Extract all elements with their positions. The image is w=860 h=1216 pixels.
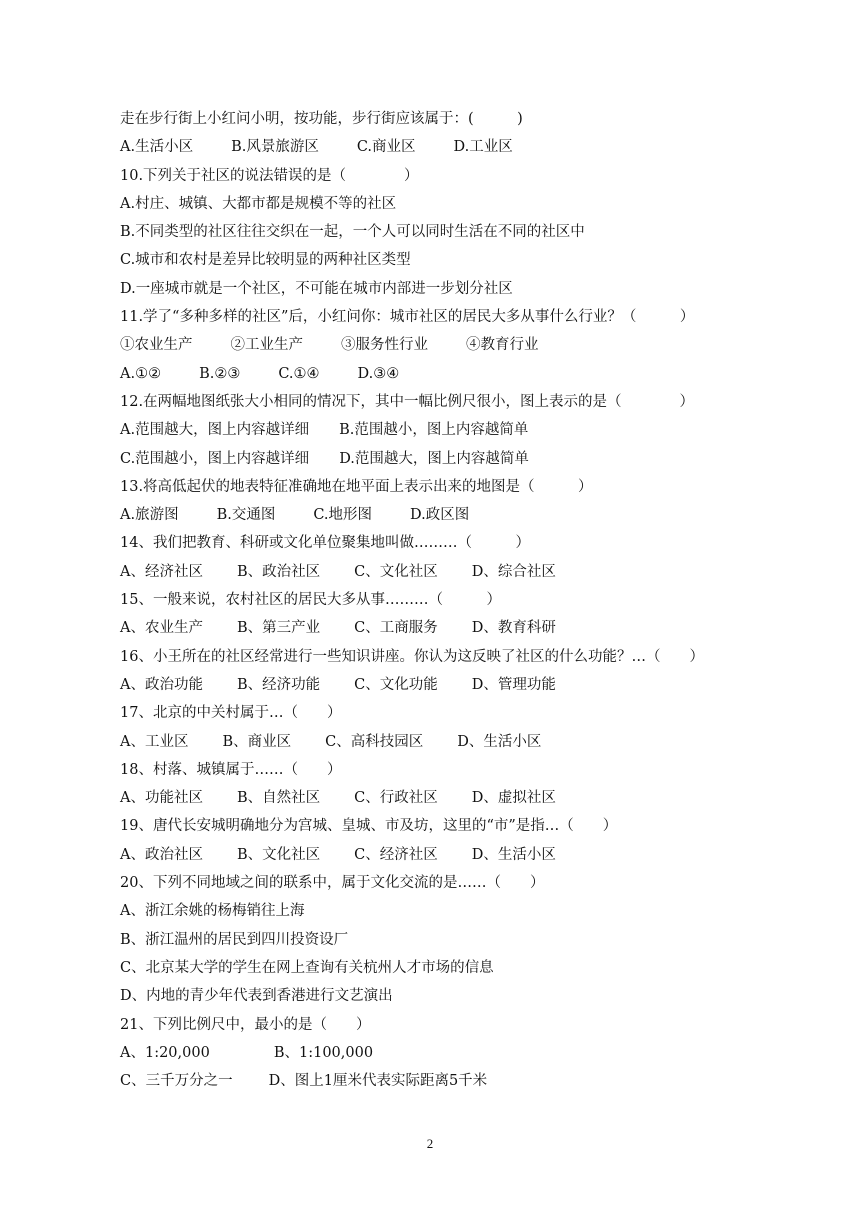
answer-option: B.②③ xyxy=(199,365,241,382)
option-row xyxy=(120,331,740,359)
answer-option: C、经济社区 xyxy=(354,846,438,863)
question-line: B.不同类型的社区往往交织在一起，一个人可以同时生活在不同的社区中 xyxy=(120,224,585,241)
question-line: 15、一般来说，农村社区的居民大多从事………（ ） xyxy=(120,592,501,609)
option-row xyxy=(120,671,740,699)
answer-option: ①农业生产 xyxy=(120,337,193,354)
question-line: B、浙江温州的居民到四川投资设厂 xyxy=(120,931,349,948)
option-row xyxy=(120,1039,740,1067)
question-line: 21、下列比例尺中，最小的是（ ） xyxy=(120,1016,371,1033)
answer-option: D.政区图 xyxy=(410,507,470,524)
option-row xyxy=(120,445,740,473)
question-line: 18、村落、城镇属于……（ ） xyxy=(120,761,342,778)
question-line: 13.将高低起伏的地表特征准确地在地平面上表示出来的地图是（ ） xyxy=(120,478,593,495)
answer-option: B、第三产业 xyxy=(236,620,321,637)
answer-option: C、高科技园区 xyxy=(325,733,424,750)
question-line: 16、小王所在的社区经常进行一些知识讲座。你认为这反映了社区的什么功能？…（ ） xyxy=(120,648,704,665)
answer-option: B、商业区 xyxy=(222,733,292,750)
option-row xyxy=(120,1067,740,1095)
answer-option: A、经济社区 xyxy=(120,563,203,580)
question-line: 10.下列关于社区的说法错误的是（ ） xyxy=(120,167,419,184)
question-line: 11.学了“多种多样的社区”后，小红问你：城市社区的居民大多从事什么行业？（ ） xyxy=(120,309,695,326)
answer-option: A.①② xyxy=(120,365,162,382)
answer-option: C、工商服务 xyxy=(354,620,438,637)
option-row xyxy=(120,784,740,812)
question-line: A.村庄、城镇、大都市都是规模不等的社区 xyxy=(120,195,397,212)
page-number: 2 xyxy=(426,1136,434,1151)
answer-option: C、文化功能 xyxy=(354,676,438,693)
option-row xyxy=(120,614,740,642)
answer-option: C.商业区 xyxy=(356,139,416,156)
question-line: 14、我们把教育、科研或文化单位聚集地叫做………（ ） xyxy=(120,535,530,552)
answer-option: D、虚拟社区 xyxy=(471,790,556,807)
question-line: 走在步行街上小红问小明，按功能，步行街应该属于：( ) xyxy=(120,111,523,127)
answer-option: A.范围越大，图上内容越详细 xyxy=(120,422,310,439)
answer-option: B、文化社区 xyxy=(236,846,321,863)
answer-option: D.③④ xyxy=(357,365,400,382)
answer-option: A.生活小区 xyxy=(120,139,194,156)
answer-option: C、行政社区 xyxy=(354,790,438,807)
answer-option: A.旅游图 xyxy=(120,507,179,524)
answer-option: ③服务性行业 xyxy=(341,337,428,354)
answer-option: A、政治功能 xyxy=(120,676,203,693)
question-line: C、北京某大学的学生在网上查询有关杭州人才市场的信息 xyxy=(120,959,494,976)
answer-option: C、三千万分之一 xyxy=(120,1073,233,1090)
answer-option: A、政治社区 xyxy=(120,846,203,863)
answer-option: B、政治社区 xyxy=(236,563,321,580)
answer-option: B、1:100,000 xyxy=(273,1044,374,1061)
answer-option: ②工业生产 xyxy=(230,337,303,354)
answer-option: A、工业区 xyxy=(120,733,189,750)
answer-option: B.风景旅游区 xyxy=(231,139,319,156)
answer-option: B.交通图 xyxy=(216,507,276,524)
option-row xyxy=(120,501,740,529)
answer-option: D、生活小区 xyxy=(471,846,556,863)
question-body xyxy=(120,105,740,1095)
question-line: 12.在两幅地图纸张大小相同的情况下，其中一幅比例尺很小，图上表示的是（ ） xyxy=(120,393,695,410)
answer-option: A、农业生产 xyxy=(120,620,203,637)
answer-option: A、1:20,000 xyxy=(120,1044,210,1061)
question-line: D.一座城市就是一个社区，不可能在城市内部进一步划分社区 xyxy=(120,280,513,297)
answer-option: D、图上1厘米代表实际距离5千米 xyxy=(268,1073,488,1090)
option-row xyxy=(120,360,740,388)
answer-option: ④教育行业 xyxy=(466,337,539,354)
answer-option: D、生活小区 xyxy=(457,733,542,750)
question-line: A、浙江余姚的杨梅销往上海 xyxy=(120,903,305,920)
option-row xyxy=(120,416,740,444)
answer-option: B、经济功能 xyxy=(236,676,321,693)
question-line: D、内地的青少年代表到香港进行文艺演出 xyxy=(120,988,393,1005)
answer-option: D、管理功能 xyxy=(471,676,556,693)
answer-option: D.范围越大，图上内容越简单 xyxy=(339,450,529,467)
option-row xyxy=(120,558,740,586)
answer-option: A、功能社区 xyxy=(120,790,203,807)
answer-option: B、自然社区 xyxy=(236,790,321,807)
option-row xyxy=(120,133,740,161)
option-row xyxy=(120,728,740,756)
answer-option: C.地形图 xyxy=(313,507,373,524)
answer-option: C.①④ xyxy=(278,365,320,382)
option-row xyxy=(120,841,740,869)
answer-option: C.范围越小，图上内容越详细 xyxy=(120,450,310,467)
question-line: 19、唐代长安城明确地分为宫城、皇城、市及坊，这里的“市”是指…（ ） xyxy=(120,818,618,835)
question-line: 17、北京的中关村属于…（ ） xyxy=(120,705,342,722)
answer-option: B.范围越小，图上内容越简单 xyxy=(339,422,529,439)
question-line: 20、下列不同地域之间的联系中，属于文化交流的是……（ ） xyxy=(120,875,545,892)
question-line: C.城市和农村是差异比较明显的两种社区类型 xyxy=(120,252,411,269)
answer-option: C、文化社区 xyxy=(354,563,438,580)
answer-option: D、教育科研 xyxy=(471,620,556,637)
answer-option: D、综合社区 xyxy=(471,563,556,580)
answer-option: D.工业区 xyxy=(453,139,513,156)
